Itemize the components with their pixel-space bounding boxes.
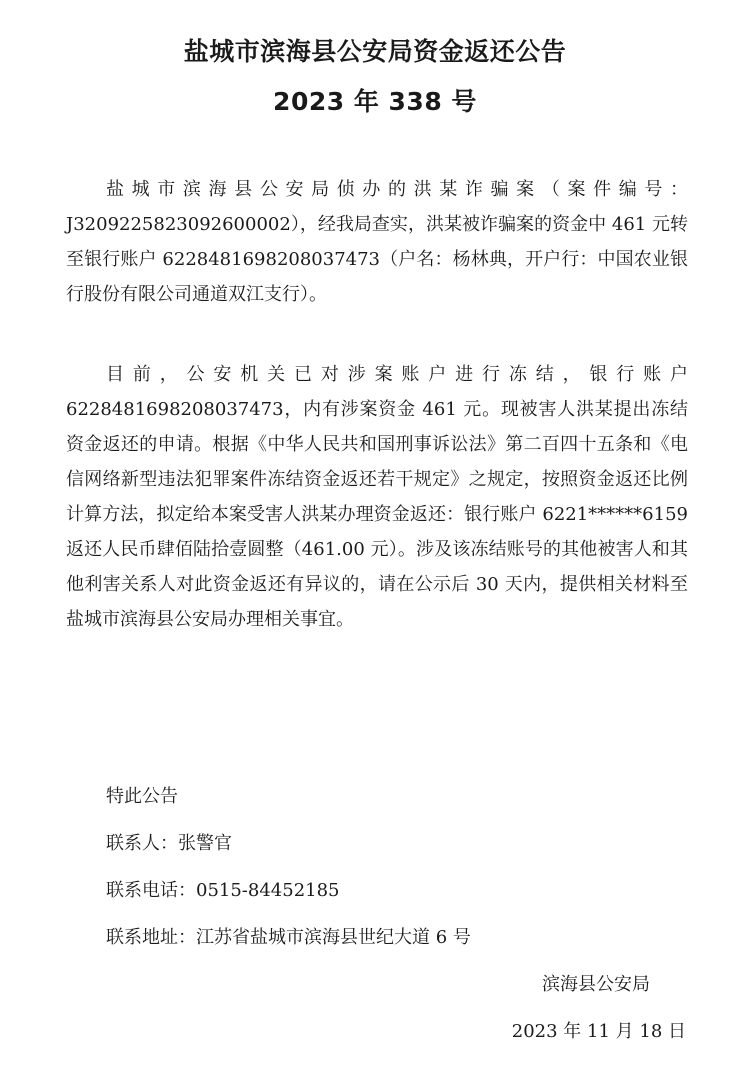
- notice-paragraph-refund: 目前，公安机关已对涉案账户进行冻结，银行账户 6228481698208037473，内有涉案资金 461 元。现被害人洪某提出冻结资金返还的申请。根据《中华人民共和国刑事诉讼法》第二百四十五条和《电信网络新型违法犯罪案件冻结资金返还若干规定》之规定，按照资金返还比例计算方法，拟定给本案受害人洪某办理资金返还：银行账户 6221******6159 返还人民币肆佰陆拾壹圆整（461.00 元）。涉及该冻结账号的其他被害人和其他利害关系人对此资金返还有异议的，请在公示后 30 天内，提供相关材料至盐城市滨海县公安局办理相关事宜。: [66, 364, 688, 630]
- notice-title: 盐城市滨海县公安局资金返还公告: [183, 37, 567, 66]
- contact-address: 联系地址：江苏省盐城市滨海县世纪大道 6 号: [106, 927, 471, 948]
- contact-person: 联系人：张警官: [106, 833, 232, 854]
- issuer-name: 滨海县公安局: [542, 974, 650, 995]
- notice-paragraph-case: 盐城市滨海县公安局侦办的洪某诈骗案（案件编号：J3209225823092600002），经我局查实，洪某被诈骗案的资金中 461 元转至银行账户 6228481698208037473（户名：杨林典，开户行：中国农业银行股份有限公司通道双江支行）。: [66, 179, 688, 305]
- closing-statement: 特此公告: [106, 786, 178, 807]
- notice-number: 2023 年 338 号: [273, 87, 477, 116]
- issue-date: 2023 年 11 月 18 日: [511, 1021, 686, 1042]
- contact-phone: 联系电话：0515-84452185: [106, 880, 340, 901]
